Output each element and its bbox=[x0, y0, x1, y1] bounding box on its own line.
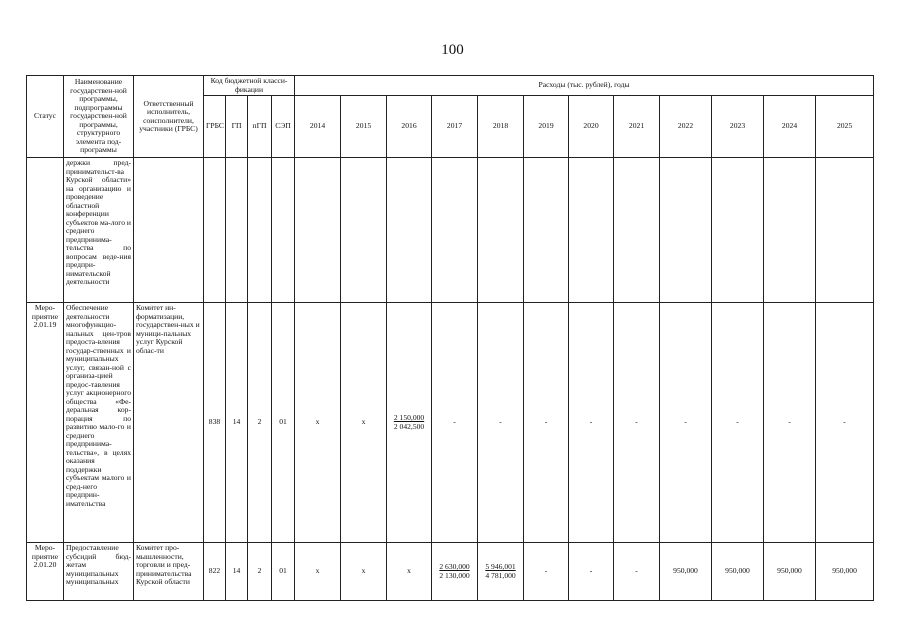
row-sep bbox=[272, 158, 295, 303]
budget-table bbox=[26, 75, 874, 601]
row-year-value: - bbox=[432, 303, 478, 543]
header-name: Наименование государствен-ной программы, подпрограммы государствен-ной программы, структурного элемента под-программы bbox=[64, 76, 134, 158]
row-year-value: - bbox=[764, 303, 816, 543]
row-executor bbox=[134, 158, 204, 303]
row-year-value: - bbox=[524, 543, 569, 601]
value-planned: 5 946,001 bbox=[485, 562, 516, 571]
row-year-value: - bbox=[712, 303, 764, 543]
header-status: Статус bbox=[27, 76, 64, 158]
row-year-value: - bbox=[478, 303, 524, 543]
header-code-grbs: ГРБС bbox=[204, 96, 226, 158]
header-year: 2017 bbox=[432, 96, 478, 158]
row-sep: 01 bbox=[272, 543, 295, 601]
row-year-value: 950,000 bbox=[816, 543, 874, 601]
header-executor: Ответственный исполнитель, соисполнители, участники (ГРБС) bbox=[134, 76, 204, 158]
row-executor: Комитет ин-форматизации, государствен-ных и муници-пальных услуг Курской облас-ти bbox=[134, 303, 204, 543]
row-pgp: 2 bbox=[248, 543, 272, 601]
row-year-value: 950,000 bbox=[764, 543, 816, 601]
row-year-value bbox=[432, 543, 478, 601]
value-pair bbox=[394, 414, 424, 431]
value-planned: 2 630,000 bbox=[439, 562, 470, 571]
value-planned: 2 150,000 bbox=[393, 413, 425, 422]
header-code-sep: СЭП bbox=[272, 96, 295, 158]
row-year-value: x bbox=[341, 303, 387, 543]
row-grbs: 822 bbox=[204, 543, 226, 601]
row-status bbox=[27, 158, 64, 303]
row-gp: 14 bbox=[226, 543, 248, 601]
header-year: 2021 bbox=[614, 96, 660, 158]
table-row bbox=[27, 158, 874, 303]
table-row bbox=[27, 543, 874, 601]
row-year-value: - bbox=[614, 543, 660, 601]
header-year: 2025 bbox=[816, 96, 874, 158]
header-year: 2014 bbox=[295, 96, 341, 158]
table-row bbox=[27, 303, 874, 543]
row-year-value: x bbox=[341, 543, 387, 601]
row-year-value bbox=[387, 303, 432, 543]
row-year-value: - bbox=[524, 303, 569, 543]
header-code-gp: ГП bbox=[226, 96, 248, 158]
row-status: Меро-приятие 2.01.19 bbox=[27, 303, 64, 543]
value-pair bbox=[485, 563, 515, 580]
row-name: держки пред-принимательст-ва Курской области» на организацию и проведение областной конференции субъектов ма-лого и среднего предпринима-тельства по вопросам веде-ния предпри-нимательской деятельности bbox=[64, 158, 134, 303]
header-code-pgp: пГП bbox=[248, 96, 272, 158]
row-year-value: x bbox=[295, 303, 341, 543]
row-name: Обеспечение деятельности многофункцио-нальных цен-тров предоста-вления государ-ственных и муниципальных услуг, связан-ной с организа-цией предос-тавления услуг акционерного общества «Фе-деральная кор-порация по развитию мало-го и среднего предпринима-тельства», в целях оказания поддержки субъектам малого и сред-него предприн-имательства bbox=[64, 303, 134, 543]
row-year-value: - bbox=[816, 303, 874, 543]
row-year-value bbox=[478, 158, 524, 303]
row-year-value: 950,000 bbox=[712, 543, 764, 601]
row-year-value bbox=[387, 158, 432, 303]
header-year: 2015 bbox=[341, 96, 387, 158]
row-year-value bbox=[660, 158, 712, 303]
row-sep: 01 bbox=[272, 303, 295, 543]
row-year-value bbox=[478, 543, 524, 601]
value-actual: 4 781,000 bbox=[485, 570, 516, 580]
row-pgp: 2 bbox=[248, 303, 272, 543]
header-year: 2016 bbox=[387, 96, 432, 158]
row-status: Меро-приятие 2.01.20 bbox=[27, 543, 64, 601]
row-year-value bbox=[712, 158, 764, 303]
header-year: 2023 bbox=[712, 96, 764, 158]
row-year-value bbox=[816, 158, 874, 303]
row-executor: Комитет про-мышленности, торговли и пред-принимательства Курской области bbox=[134, 543, 204, 601]
row-gp: 14 bbox=[226, 303, 248, 543]
row-year-value bbox=[341, 158, 387, 303]
header-year: 2020 bbox=[569, 96, 614, 158]
row-year-value: x bbox=[387, 543, 432, 601]
page-number: 100 bbox=[441, 42, 464, 58]
row-year-value: - bbox=[660, 303, 712, 543]
row-year-value bbox=[524, 158, 569, 303]
header-year: 2022 bbox=[660, 96, 712, 158]
row-year-value bbox=[295, 158, 341, 303]
row-year-value bbox=[614, 158, 660, 303]
header-year: 2024 bbox=[764, 96, 816, 158]
row-year-value: x bbox=[295, 543, 341, 601]
row-year-value: - bbox=[569, 303, 614, 543]
row-grbs bbox=[204, 158, 226, 303]
row-gp bbox=[226, 158, 248, 303]
header-code-group: Код бюджетной класси-фикации bbox=[204, 76, 295, 96]
header-expenses-group: Расходы (тыс. рублей), годы bbox=[295, 76, 874, 96]
row-year-value bbox=[569, 158, 614, 303]
value-actual: 2 042,500 bbox=[393, 421, 425, 431]
row-year-value bbox=[764, 158, 816, 303]
value-pair bbox=[439, 563, 469, 580]
row-pgp bbox=[248, 158, 272, 303]
row-year-value: - bbox=[569, 543, 614, 601]
header-year: 2018 bbox=[478, 96, 524, 158]
row-year-value: 950,000 bbox=[660, 543, 712, 601]
row-grbs: 838 bbox=[204, 303, 226, 543]
value-actual: 2 130,000 bbox=[439, 570, 470, 580]
row-year-value: - bbox=[614, 303, 660, 543]
row-year-value bbox=[432, 158, 478, 303]
header-year: 2019 bbox=[524, 96, 569, 158]
row-name: Предоставление субсидий бюд-жетам муниципальных муниципальных bbox=[64, 543, 134, 601]
